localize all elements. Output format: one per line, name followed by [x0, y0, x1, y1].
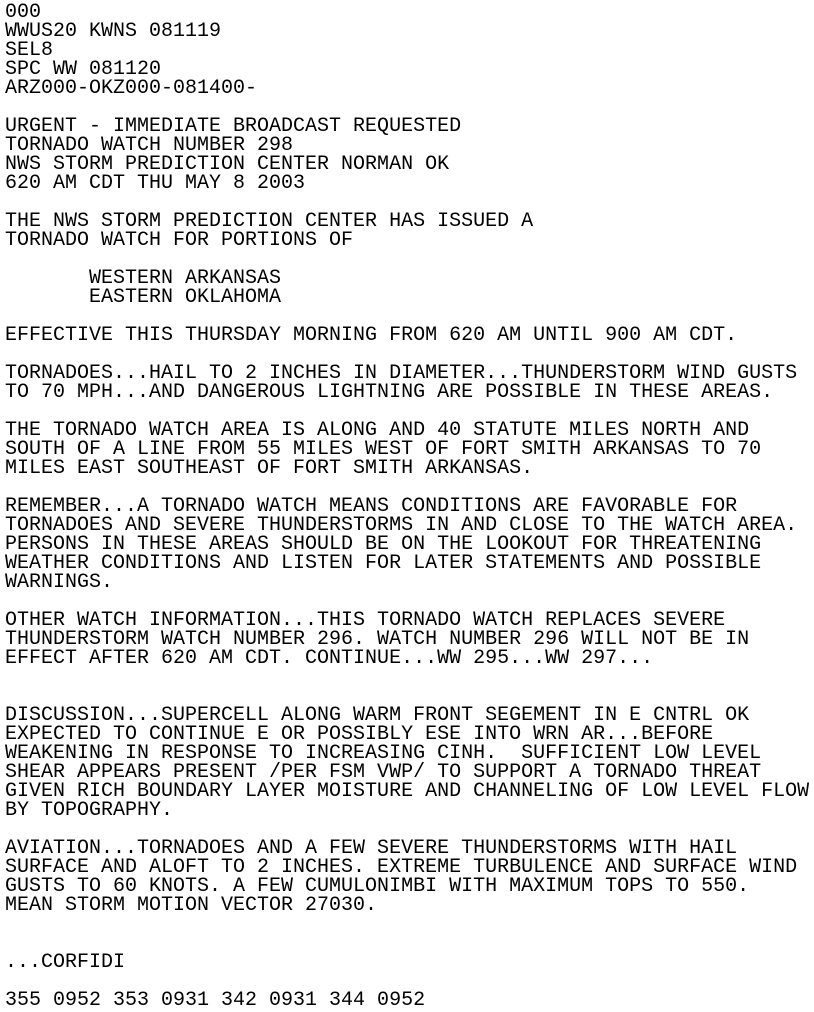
bulletin-line: WARNINGS. [5, 571, 114, 594]
bulletin-line: TORNADOES...HAIL TO 2 INCHES IN DIAMETER...THUNDERSTORM WIND GUSTS [5, 362, 798, 385]
bulletin-line: EFFECT AFTER 620 AM CDT. CONTINUE...WW 295...WW 297... [5, 647, 654, 670]
bulletin-line: DISCUSSION...SUPERCELL ALONG WARM FRONT SEGEMENT IN E CNTRL OK [5, 704, 750, 727]
bulletin-line: SOUTH OF A LINE FROM 55 MILES WEST OF FORT SMITH ARKANSAS TO 70 [5, 438, 762, 461]
bulletin-line: TORNADOES AND SEVERE THUNDERSTORMS IN AND CLOSE TO THE WATCH AREA. [5, 514, 798, 537]
bulletin-line: REMEMBER...A TORNADO WATCH MEANS CONDITIONS ARE FAVORABLE FOR [5, 495, 738, 518]
bulletin-line: TORNADO WATCH FOR PORTIONS OF [5, 229, 354, 252]
bulletin-line [5, 915, 814, 934]
bulletin-line: ...CORFIDI [5, 951, 126, 974]
bulletin-line [5, 934, 814, 953]
bulletin-line: WEAKENING IN RESPONSE TO INCREASING CINH. SUFFICIENT LOW LEVEL [5, 742, 762, 765]
bulletin-line: WEATHER CONDITIONS AND LISTEN FOR LATER STATEMENTS AND POSSIBLE [5, 552, 762, 575]
bulletin-line: ARZ000-OKZ000-081400- [5, 77, 258, 100]
bulletin-line: THUNDERSTORM WATCH NUMBER 296. WATCH NUMBER 296 WILL NOT BE IN [5, 628, 750, 651]
bulletin-line: TO 70 MPH...AND DANGEROUS LIGHTNING ARE POSSIBLE IN THESE AREAS. [5, 381, 774, 404]
bulletin-line: WWUS20 KWNS 081119 [5, 20, 222, 43]
bulletin-line: MILES EAST SOUTHEAST OF FORT SMITH ARKANSAS. [5, 457, 534, 480]
bulletin-line: THE TORNADO WATCH AREA IS ALONG AND 40 STATUTE MILES NORTH AND [5, 419, 750, 442]
bulletin-line: OTHER WATCH INFORMATION...THIS TORNADO WATCH REPLACES SEVERE [5, 609, 726, 632]
bulletin-line: GIVEN RICH BOUNDARY LAYER MOISTURE AND CHANNELING OF LOW LEVEL FLOW [5, 780, 810, 803]
bulletin-line: WESTERN ARKANSAS [5, 267, 282, 290]
bulletin-line: SURFACE AND ALOFT TO 2 INCHES. EXTREME TURBULENCE AND SURFACE WIND [5, 856, 798, 879]
bulletin-line: 000 [5, 1, 42, 24]
bulletin-line: BY TOPOGRAPHY. [5, 799, 174, 822]
bulletin-line: NWS STORM PREDICTION CENTER NORMAN OK [5, 153, 450, 176]
bulletin-line: SHEAR APPEARS PRESENT /PER FSM VWP/ TO SUPPORT A TORNADO THREAT [5, 761, 762, 784]
bulletin-line: PERSONS IN THESE AREAS SHOULD BE ON THE LOOKOUT FOR THREATENING [5, 533, 762, 556]
bulletin-line: EASTERN OKLAHOMA [5, 286, 282, 309]
bulletin-line: EXPECTED TO CONTINUE E OR POSSIBLY ESE INTO WRN AR...BEFORE [5, 723, 714, 746]
bulletin-line: SPC WW 081120 [5, 58, 162, 81]
bulletin-line: GUSTS TO 60 KNOTS. A FEW CUMULONIMBI WITH MAXIMUM TOPS TO 550. [5, 875, 750, 898]
bulletin-line: SEL8 [5, 39, 54, 62]
bulletin-line [5, 668, 814, 687]
bulletin-line: THE NWS STORM PREDICTION CENTER HAS ISSUED A [5, 210, 534, 233]
bulletin-line: TORNADO WATCH NUMBER 298 [5, 134, 294, 157]
bulletin-line: MEAN STORM MOTION VECTOR 27030. [5, 894, 378, 917]
bulletin-line: AVIATION...TORNADOES AND A FEW SEVERE THUNDERSTORMS WITH HAIL [5, 837, 738, 860]
bulletin-line: URGENT - IMMEDIATE BROADCAST REQUESTED [5, 115, 462, 138]
bulletin-line: 620 AM CDT THU MAY 8 2003 [5, 172, 306, 195]
bulletin-line: EFFECTIVE THIS THURSDAY MORNING FROM 620 AM UNTIL 900 AM CDT. [5, 324, 738, 347]
bulletin-line: 355 0952 353 0931 342 0931 344 0952 [5, 989, 426, 1012]
